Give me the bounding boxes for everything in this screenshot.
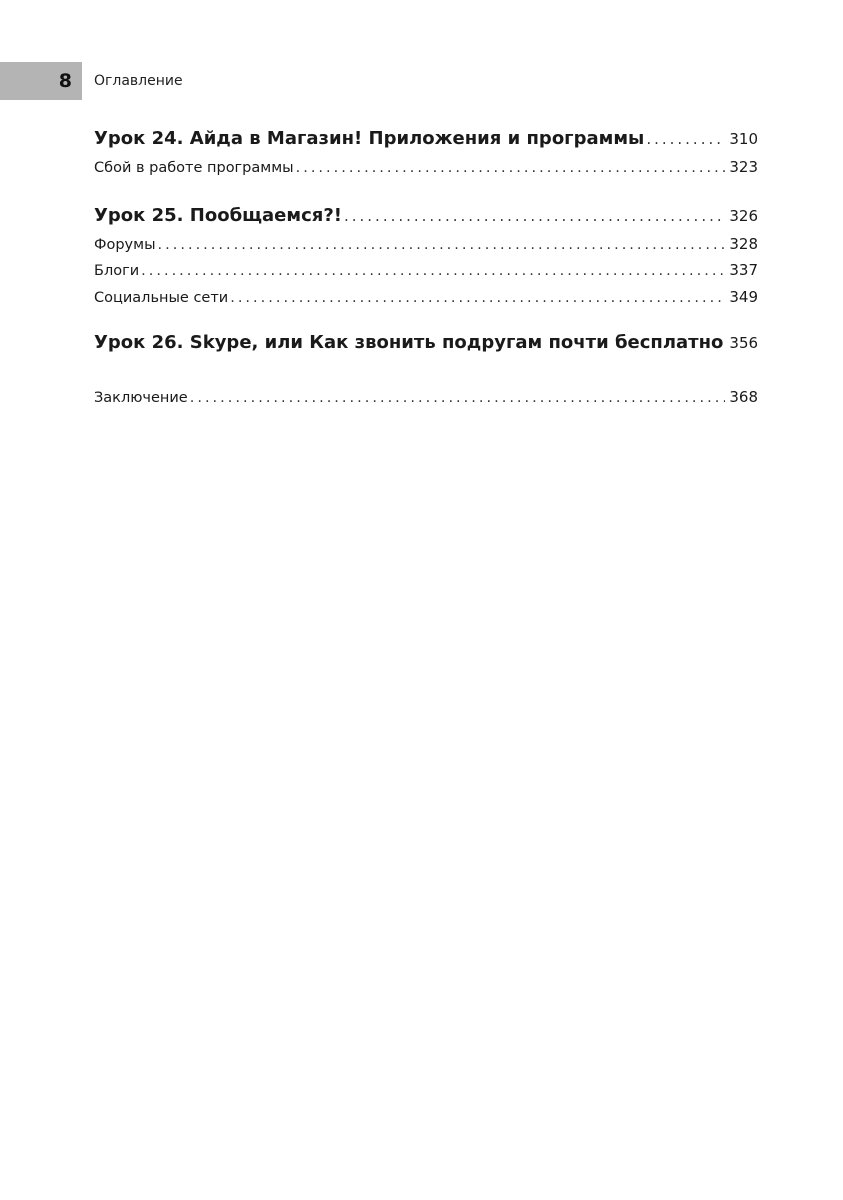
page-number: 8 (58, 70, 72, 92)
lesson-label: Урок 24. (94, 128, 184, 149)
toc-page-number: 356 (729, 334, 759, 352)
toc-entry-conclusion[interactable] (94, 384, 758, 411)
page-number-tab (0, 62, 82, 100)
table-of-contents (94, 124, 758, 411)
lesson-title: Айда в Магазин! Приложения и программы (183, 128, 645, 149)
toc-page-number: 349 (729, 287, 758, 306)
lesson-label: Урок 26. (94, 332, 184, 353)
toc-page-number: 328 (729, 234, 758, 253)
running-title: Оглавление (94, 73, 183, 89)
toc-entry-title (94, 328, 723, 358)
section-title: Заключение (94, 390, 188, 406)
toc-page-number: 326 (729, 206, 758, 225)
toc-entry-lesson-25[interactable] (94, 201, 758, 231)
toc-entry-section[interactable] (94, 154, 758, 181)
dot-leader (296, 155, 726, 182)
dot-leader (158, 232, 726, 259)
dot-leader (646, 124, 725, 154)
toc-entry-title (94, 201, 342, 231)
dot-leader (190, 385, 726, 412)
lesson-title: Пообщаемся?! (183, 204, 342, 226)
dot-leader (230, 285, 725, 312)
section-title: Социальные сети (94, 289, 229, 306)
toc-entry-lesson-24[interactable] (94, 124, 758, 154)
section-title: Сбой в работе программы (94, 160, 294, 176)
toc-entry-lesson-26[interactable] (94, 328, 758, 358)
toc-entry-title (94, 124, 644, 154)
toc-page-number: 337 (729, 261, 758, 279)
section-title: Форумы (94, 236, 156, 253)
toc-entry-section[interactable] (94, 284, 758, 311)
toc-page-number: 310 (729, 130, 758, 148)
dot-leader (344, 201, 725, 231)
lesson-title: Skype, или Как звонить подругам почти бесплатно (183, 332, 724, 353)
dot-leader (141, 258, 725, 285)
toc-entry-section[interactable] (94, 257, 758, 284)
lesson-label: Урок 25. (94, 204, 184, 226)
toc-page-number: 323 (729, 158, 758, 176)
toc-page-number: 368 (729, 388, 758, 406)
toc-entry-section[interactable] (94, 231, 758, 258)
section-title: Блоги (94, 263, 140, 279)
